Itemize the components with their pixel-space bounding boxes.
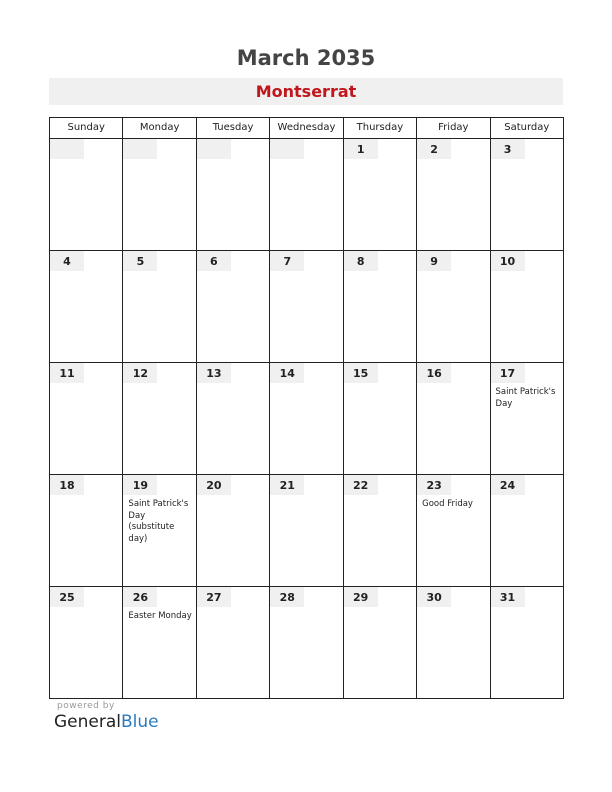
day-number: 22: [344, 475, 378, 495]
day-number: 17: [491, 363, 525, 383]
day-cell: [343, 363, 416, 475]
day-number: [50, 139, 84, 159]
day-number: 11: [50, 363, 84, 383]
weekday-header-row: [50, 118, 564, 139]
day-number: 21: [270, 475, 304, 495]
day-cell: [123, 139, 196, 251]
day-number: [270, 139, 304, 159]
holiday-label: Saint Patrick's Day: [495, 387, 556, 409]
day-number: 12: [123, 363, 157, 383]
day-cell: [417, 587, 490, 699]
weekday-saturday: Saturday: [490, 118, 563, 139]
weekday-sunday: Sunday: [50, 118, 123, 139]
day-cell: [123, 251, 196, 363]
week-row: [50, 475, 564, 587]
day-number: 6: [197, 251, 231, 271]
country-banner: [49, 78, 563, 105]
day-number: 18: [50, 475, 84, 495]
logo-blue: Blue: [121, 712, 159, 732]
day-number: [197, 139, 231, 159]
country-name: Montserrat: [255, 82, 357, 101]
day-number: [123, 139, 157, 159]
day-number: 24: [491, 475, 525, 495]
day-number: 2: [417, 139, 451, 159]
day-cell: [490, 139, 563, 251]
generalblue-logo[interactable]: [54, 712, 159, 732]
day-cell: [123, 587, 196, 699]
day-cell: [270, 251, 343, 363]
day-number: 5: [123, 251, 157, 271]
day-cell: [50, 363, 123, 475]
weekday-monday: Monday: [123, 118, 196, 139]
day-cell: [343, 475, 416, 587]
day-cell: [50, 475, 123, 587]
day-cell: [270, 587, 343, 699]
day-cell: [490, 587, 563, 699]
day-number: 20: [197, 475, 231, 495]
day-cell: [196, 475, 269, 587]
day-number: 1: [344, 139, 378, 159]
week-row: [50, 251, 564, 363]
day-cell: [196, 363, 269, 475]
day-cell: [270, 363, 343, 475]
day-number: 29: [344, 587, 378, 607]
day-cell: [490, 363, 563, 475]
day-cell: [490, 251, 563, 363]
day-number: 23: [417, 475, 451, 495]
day-cell: [50, 139, 123, 251]
day-cell: [123, 363, 196, 475]
day-number: 9: [417, 251, 451, 271]
weekday-tuesday: Tuesday: [196, 118, 269, 139]
holiday-label: Good Friday: [422, 499, 473, 509]
day-number: 27: [197, 587, 231, 607]
powered-by-label: powered by: [57, 701, 115, 711]
holiday-label: Saint Patrick's Day (substitute day): [128, 499, 189, 544]
week-row: [50, 587, 564, 699]
day-number: 30: [417, 587, 451, 607]
day-cell: [417, 251, 490, 363]
day-cell: [490, 475, 563, 587]
day-number: 25: [50, 587, 84, 607]
day-number: 14: [270, 363, 304, 383]
day-number: 19: [123, 475, 157, 495]
day-number: 4: [50, 251, 84, 271]
weekday-wednesday: Wednesday: [270, 118, 343, 139]
day-cell: [50, 587, 123, 699]
day-cell: [343, 139, 416, 251]
day-cell: [343, 587, 416, 699]
day-cell: [50, 251, 123, 363]
day-cell: [196, 139, 269, 251]
day-number: 3: [491, 139, 525, 159]
day-cell: [417, 475, 490, 587]
day-cell: [270, 139, 343, 251]
logo-general: General: [54, 712, 121, 732]
day-cell: [343, 251, 416, 363]
day-cell: [417, 363, 490, 475]
holiday-label: Easter Monday: [128, 611, 192, 621]
day-number: 7: [270, 251, 304, 271]
day-cell: [123, 475, 196, 587]
day-cell: [196, 587, 269, 699]
calendar-grid: [49, 117, 564, 699]
day-number: 28: [270, 587, 304, 607]
day-cell: [270, 475, 343, 587]
day-number: 16: [417, 363, 451, 383]
day-cell: [196, 251, 269, 363]
weekday-friday: Friday: [417, 118, 490, 139]
day-number: 8: [344, 251, 378, 271]
day-number: 13: [197, 363, 231, 383]
day-cell: [417, 139, 490, 251]
day-number: 26: [123, 587, 157, 607]
weekday-thursday: Thursday: [343, 118, 416, 139]
week-row: [50, 363, 564, 475]
week-row: [50, 139, 564, 251]
day-number: 31: [491, 587, 525, 607]
day-number: 10: [491, 251, 525, 271]
calendar-title: March 2035: [236, 46, 376, 70]
day-number: 15: [344, 363, 378, 383]
